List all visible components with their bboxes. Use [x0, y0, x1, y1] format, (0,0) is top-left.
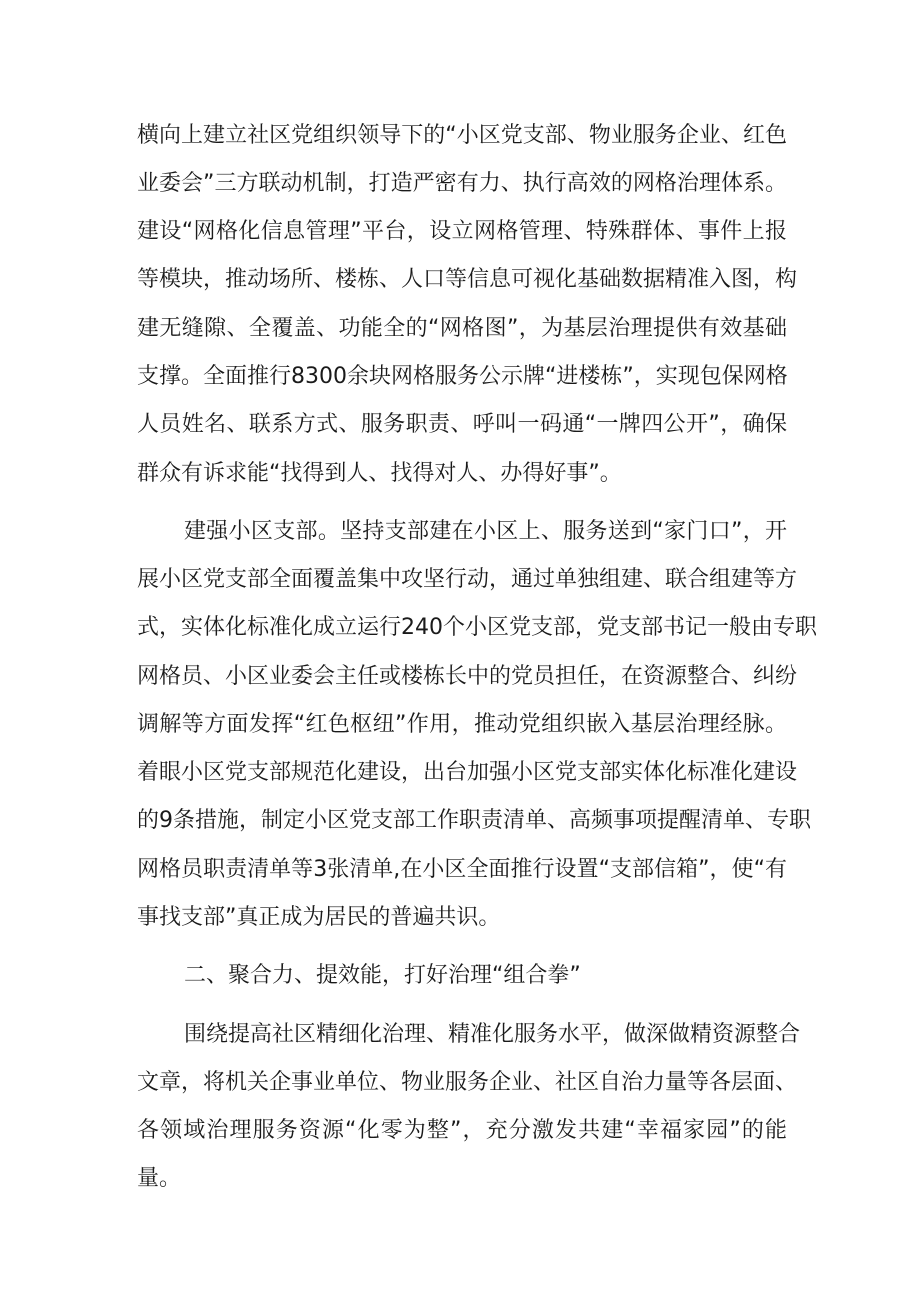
- paragraph-2-line: 建强小区支部。坚持支部建在小区上、服务送到“家门口”，开: [184, 519, 788, 544]
- paragraph-2-line: 调解等方面发挥“红色枢纽”作用，推动党组织嵌入基层治理经脉。: [137, 712, 787, 737]
- paragraph-3-line: 文章，将机关企事业单位、物业服务企业、社区自治力量等各层面、: [137, 1070, 798, 1095]
- paragraph-1-line: 建无缝隙、全覆盖、功能全的“网格图”，为基层治理提供有效基础: [137, 316, 787, 341]
- paragraph-2-line: 式，实体化标准化成立运行240个小区党支部，党支部书记一般由专职: [137, 615, 817, 640]
- paragraph-2-line: 展小区党支部全面覆盖集中攻坚行动，通过单独组建、联合组建等方: [137, 567, 798, 592]
- paragraph-1-line: 业委会”三方联动机制，打造严密有力、执行高效的网格治理体系。: [137, 171, 787, 196]
- paragraph-2-line: 网格员职责清单等3张清单,在小区全面推行设置“支部信箱”，使“有: [137, 857, 787, 882]
- paragraph-2-line: 事找支部”真正成为居民的普遍共识。: [137, 905, 501, 930]
- paragraph-2-line: 网格员、小区业委会主任或楼栋长中的党员担任，在资源整合、纠纷: [137, 664, 798, 689]
- paragraph-1-line: 群众有诉求能“找得到人、找得对人、办得好事”。: [137, 461, 622, 486]
- paragraph-1-line: 人员姓名、联系方式、服务职责、呼叫一码通“一牌四公开”，确保: [137, 412, 787, 437]
- paragraph-3-line: 量。: [137, 1166, 182, 1191]
- paragraph-2-line: 的9条措施，制定小区党支部工作职责清单、高频事项提醒清单、专职: [137, 808, 811, 833]
- paragraph-1-line: 横向上建立社区党组织领导下的“小区党支部、物业服务企业、红色: [137, 123, 787, 148]
- section-heading: 二、聚合力、提效能，打好治理“组合拳”: [184, 963, 581, 988]
- paragraph-2-line: 着眼小区党支部规范化建设，出台加强小区党支部实体化标准化建设: [137, 760, 798, 785]
- paragraph-1-line: 等模块，推动场所、楼栋、人口等信息可视化基础数据精准入图，构: [137, 267, 798, 292]
- paragraph-3-line: 各领域治理服务资源“化零为整”，充分激发共建“幸福家园”的能: [137, 1118, 787, 1143]
- paragraph-1-line: 建设“网格化信息管理”平台，设立网格管理、特殊群体、事件上报: [137, 219, 787, 244]
- paragraph-1-line: 支撑。全面推行8300余块网格服务公示牌“进楼栋”，实现包保网格: [137, 364, 788, 389]
- paragraph-3-line: 围绕提高社区精细化治理、精准化服务水平，做深做精资源整合: [184, 1022, 801, 1047]
